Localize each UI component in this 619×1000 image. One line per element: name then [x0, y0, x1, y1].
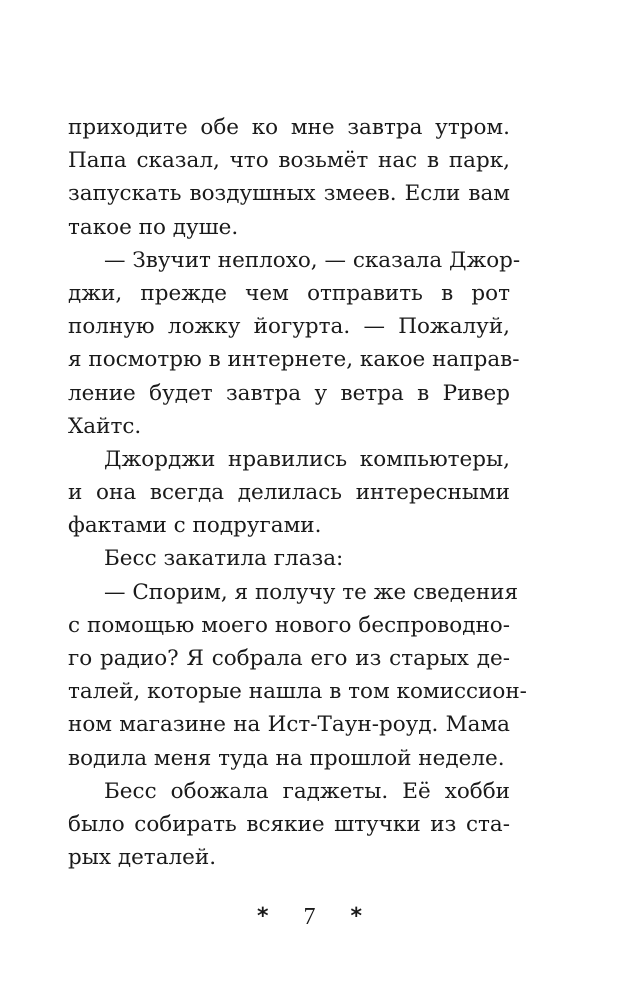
text-line: джи, прежде чем отправить в рот: [68, 280, 510, 306]
page-number: 7: [303, 904, 316, 930]
text-line: Бесс обожала гаджеты. Её хобби: [104, 778, 510, 804]
text-line: талей, которые нашла в том комиссион-: [68, 679, 527, 705]
star-ornament-right: *: [350, 904, 363, 929]
page-footer: [0, 902, 619, 932]
text-line: Хайтс.: [68, 413, 142, 439]
text-line: приходите обе ко мне завтра утром.: [68, 115, 510, 140]
text-line: и она всегда делилась интересными: [68, 480, 510, 506]
text-line: — Звучит неплохо, — сказала Джор-: [104, 247, 521, 273]
text-line: такое по душе.: [68, 214, 239, 240]
text-line: с помощью моего нового беспроводно-: [68, 612, 510, 638]
text-line: Джорджи нравились компьютеры,: [104, 446, 510, 472]
text-line: полную ложку йогурта. — Пожалуй,: [68, 314, 510, 340]
text-line: я посмотрю в интернете, какое направ-: [68, 347, 520, 373]
text-line: водила меня туда на прошлой неделе.: [68, 745, 505, 771]
text-line: го радио? Я собрала его из старых де-: [68, 646, 510, 671]
text-line: ление будет завтра у ветра в Ривер: [68, 380, 510, 406]
text-block: [68, 111, 527, 874]
text-line: Бесс закатила глаза:: [104, 546, 344, 572]
text-line: фактами с подругами.: [68, 513, 322, 539]
text-line: ном магазине на Ист-Таун-роуд. Мама: [68, 712, 510, 738]
star-ornament-left: *: [256, 904, 269, 929]
text-line: — Спорим, я получу те же сведения: [104, 579, 519, 605]
text-line: запускать воздушных змеев. Если вам: [68, 181, 510, 207]
text-line: было собирать всякие штучки из ста-: [68, 811, 510, 837]
text-line: Папа сказал, что возьмёт нас в парк,: [68, 148, 510, 174]
text-line: рых деталей.: [68, 845, 217, 871]
